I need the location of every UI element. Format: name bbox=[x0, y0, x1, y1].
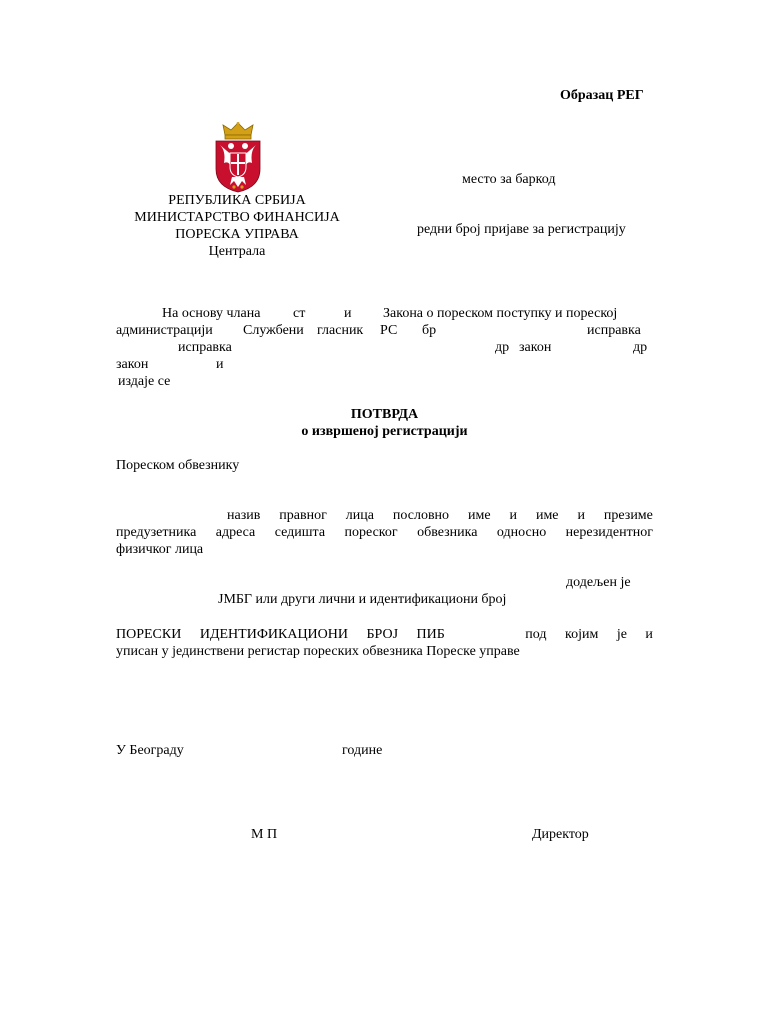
intro-word: ст bbox=[293, 306, 306, 321]
pib-word: ИДЕНТИФИКАЦИОНИ bbox=[199, 627, 348, 642]
intro-word: закон bbox=[519, 340, 552, 355]
name-word: предузетника bbox=[116, 525, 197, 540]
name-word: односно bbox=[496, 525, 547, 540]
serial-label: редни број пријаве за регистрацију bbox=[417, 222, 626, 237]
name-word: правног bbox=[279, 508, 327, 523]
taxpayer-label: Пореском обвезнику bbox=[116, 458, 240, 473]
name-description bbox=[116, 507, 653, 558]
intro-word: Закона о пореском поступку и пореској bbox=[383, 306, 618, 321]
intro-issue: издаје се bbox=[118, 374, 171, 389]
name-word: нерезидентног bbox=[565, 525, 653, 540]
header-central: Централа bbox=[208, 244, 266, 259]
intro-word: администрацији bbox=[116, 323, 213, 338]
header-republic: РЕПУБЛИКА СРБИЈА bbox=[168, 193, 306, 208]
crown-icon bbox=[223, 122, 253, 139]
name-word: име bbox=[468, 508, 491, 523]
intro-word: др bbox=[495, 340, 510, 355]
intro-word: исправка bbox=[178, 340, 232, 355]
name-word: пословно bbox=[392, 508, 450, 523]
header-ministry: МИНИСТАРСТВО ФИНАНСИЈА bbox=[134, 210, 340, 225]
name-word: име bbox=[535, 508, 559, 523]
intro-word: др bbox=[633, 340, 648, 355]
director-label: Директор bbox=[532, 827, 589, 842]
name-word: лица bbox=[345, 508, 374, 523]
name-word: презиме bbox=[603, 508, 653, 523]
jmbg-label: ЈМБГ или други лични и идентификациони број bbox=[218, 592, 507, 607]
name-word: и bbox=[577, 508, 585, 523]
place-label: У Београду bbox=[116, 743, 184, 758]
name-word: назив bbox=[227, 508, 261, 523]
intro-word: гласник bbox=[317, 323, 364, 338]
year-label: године bbox=[342, 743, 383, 758]
pib-word: којим bbox=[564, 627, 599, 642]
pib-word: ПИБ bbox=[416, 627, 445, 642]
pib-paragraph bbox=[116, 626, 653, 660]
intro-word: и bbox=[344, 306, 352, 321]
intro-word: бр bbox=[422, 323, 437, 338]
pib-word: уписан у јединствени регистар пореских обвезника Пореске управе bbox=[116, 644, 520, 659]
intro-word: РС bbox=[380, 323, 398, 338]
barcode-label: место за баркод bbox=[462, 172, 556, 187]
assigned-label: додељен је bbox=[566, 575, 631, 590]
pib-word: ПОРЕСКИ bbox=[116, 627, 182, 642]
name-word: физичког лица bbox=[116, 542, 204, 557]
name-word: обвезника bbox=[417, 525, 478, 540]
pib-word: БРОЈ bbox=[366, 627, 399, 642]
name-word: седишта bbox=[274, 525, 326, 540]
intro-word: и bbox=[216, 357, 224, 372]
document-title: ПОТВРДА bbox=[350, 407, 419, 422]
intro-word: исправка bbox=[587, 323, 641, 338]
pib-word: је bbox=[616, 627, 627, 642]
pib-word: под bbox=[525, 627, 547, 642]
stamp-label: М П bbox=[251, 827, 278, 842]
pib-word: и bbox=[645, 627, 653, 642]
name-word: пореског bbox=[344, 525, 398, 540]
form-label: Образац РЕГ bbox=[560, 88, 644, 103]
name-word: адреса bbox=[215, 525, 256, 540]
document-subtitle: о извршеној регистрацији bbox=[301, 424, 468, 439]
name-word: и bbox=[509, 508, 518, 523]
intro-word: Службени bbox=[243, 323, 304, 338]
intro-word: На основу члана bbox=[162, 306, 261, 321]
coat-of-arms-icon bbox=[212, 121, 264, 193]
header-tax-admin: ПОРЕСКА УПРАВА bbox=[175, 227, 299, 242]
intro-word: закон bbox=[116, 357, 149, 372]
